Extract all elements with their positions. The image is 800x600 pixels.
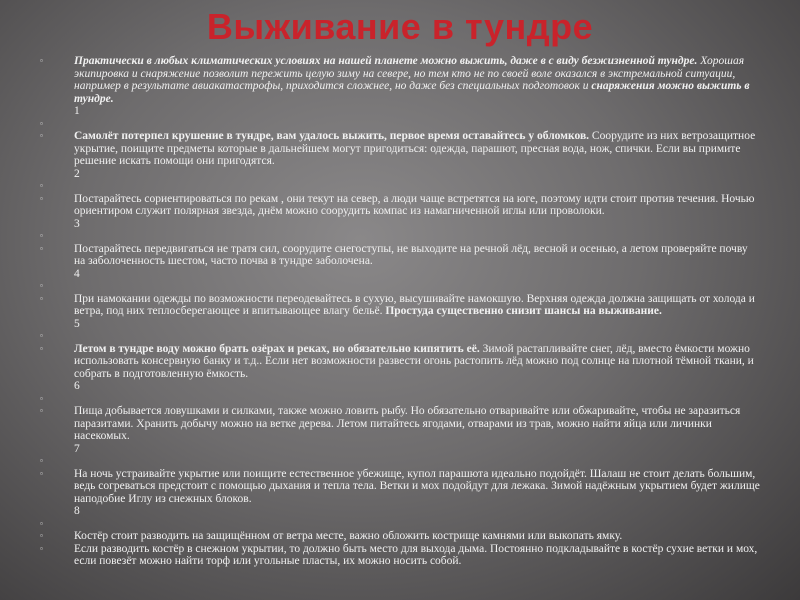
paragraph-text: Самолёт потерпел крушение в тундре, вам удалось выжить, первое время оставайтесь у обломков. <box>74 130 590 142</box>
paragraph-text: Практически в любых климатических условиях на нашей планете можно выжить, даже в с виду безжизненной тундре. <box>74 55 698 67</box>
empty-bullet-line <box>40 393 760 406</box>
bullet-icon: ▫ <box>40 468 43 478</box>
paragraph-text: На ночь устраивайте укрытие или поищите естественное убежище, купол парашюта идеально подойдёт. Шалаш не стоит делать большим, ведь согреваться предстоит с помощью дыхания и тепла тела. Ветки и мох подойдут для лежака. Зимой надёжным укрытием будет жилище наподобие Иглу из снежных блоков. <box>74 467 760 505</box>
paragraph-number: 2 <box>74 167 80 180</box>
bullet-paragraph <box>40 55 760 105</box>
paragraph-text: Летом в тундре воду можно брать озёрах и реках, но обязательно кипятить её. <box>74 342 480 355</box>
bullet-icon: ▫ <box>40 56 43 65</box>
empty-bullet-line <box>40 280 760 293</box>
empty-bullet-line <box>40 455 760 468</box>
paragraph-text: Зимой растапливайте снег, лёд, вместо ёмкости можно использовать консервную банку и т.д.. Если нет возможности развести огонь растопить лёд можно под солнце на плотной тёмной ткани, и собрать в подготовленную ёмкость. <box>74 342 754 380</box>
paragraph-text: Простуда существенно снизит шансы на выживание. <box>385 305 662 317</box>
paragraph-text: При намокании одежды по возможности переодевайтесь в сухую, высушивайте намокшую. Верхняя одежда должна защищать от холода и ветра, под них теплосберегающее и впитывающее влагу бельё. <box>74 292 755 317</box>
slide-title: Выживание в тундре <box>206 6 594 47</box>
empty-bullet-line <box>40 180 760 193</box>
paragraph-text: Пища добывается ловушками и силками, также можно ловить рыбу. Но обязательно отваривайте или обжаривайте, чтобы не заразиться паразитами. Хранить добычу можно на ветке дерева. Летом питайтесь ягодами, отварами из трав, можно найти яйца или личинки насекомых. <box>74 405 741 442</box>
empty-bullet-line <box>40 330 760 343</box>
bullet-paragraph <box>40 293 760 318</box>
bullet-paragraph <box>40 243 760 268</box>
paragraph-text: Соорудите из них ветрозащитное укрытие, поищите предметы которые в дальнейшем могут пригодиться: одежда, парашют, пресная вода, нож, спички. Если вы примите решение искать помощи они пригодятся. <box>74 130 756 167</box>
bullet-icon: ▫ <box>40 281 43 290</box>
paragraph-number: 4 <box>74 267 80 280</box>
bullet-icon: ▫ <box>40 543 43 553</box>
paragraph-text: снаряжения можно выжить в тундре. <box>74 80 750 105</box>
bullet-paragraph <box>40 130 760 168</box>
paragraph-text: Если разводить костёр в снежном укрытии, то должно быть место для выхода дыма. Постоянно подкладывайте в костёр сухие ветки и мох, если повезёт можно найти торф или угольные пласты, их можно носить собой. <box>74 542 758 567</box>
bullet-icon: ▫ <box>40 343 43 353</box>
paragraph-number: 6 <box>74 380 80 392</box>
bullet-icon: ▫ <box>40 118 43 128</box>
bullet-icon: ▫ <box>40 531 43 540</box>
paragraph-text: Постарайтесь сориентироваться по рекам , они текут на север, а люди чаще встретятся на юге, поэтому идти стоит против течения. Ночью ориентиром служит полярная звезда, днём можно соорудить компас из намагниченной иглы или проволоки. <box>74 192 755 217</box>
bullet-icon: ▫ <box>40 331 43 340</box>
bullet-icon: ▫ <box>40 406 43 415</box>
paragraph-number: 7 <box>74 442 80 455</box>
paragraph-number: 8 <box>74 505 80 517</box>
bullet-icon: ▫ <box>40 181 43 190</box>
paragraph-text: Постарайтесь передвигаться не тратя сил, соорудите снегоступы, не выходите на речной лёд, весной и осенью, а летом проверяйте почву на заболоченность шестом, часто почва в тундре заболочена. <box>74 242 748 267</box>
empty-bullet-line <box>40 118 760 131</box>
paragraph-number: 5 <box>74 317 80 330</box>
bullet-icon: ▫ <box>40 518 43 528</box>
empty-bullet-line <box>40 518 760 531</box>
bullet-icon: ▫ <box>40 231 43 240</box>
bullet-icon: ▫ <box>40 293 43 303</box>
paragraph-number: 1 <box>74 105 80 117</box>
bullet-paragraph <box>40 193 760 218</box>
bullet-paragraph <box>40 405 760 443</box>
bullet-paragraph <box>40 530 760 543</box>
paragraph-number: 3 <box>74 217 80 230</box>
bullet-icon: ▫ <box>40 393 43 403</box>
paragraph-text: Костёр стоит разводить на защищённом от ветра месте, важно обложить кострище камнями или выкопать ямку. <box>74 530 623 542</box>
slide-content <box>40 55 760 595</box>
empty-bullet-line <box>40 230 760 243</box>
bullet-paragraph <box>40 343 760 381</box>
bullet-icon: ▫ <box>40 243 43 253</box>
bullet-paragraph <box>40 543 760 568</box>
bullet-icon: ▫ <box>40 131 43 140</box>
bullet-icon: ▫ <box>40 456 43 465</box>
bullet-icon: ▫ <box>40 193 43 203</box>
bullet-paragraph <box>40 468 760 506</box>
paragraph-text: Хорошая экипировка и снаряжение позволит пережить целую зиму на севере, но тем кто не по своей воле оказался в экстремальной ситуации, например в результате авиакатастрофы, приходится сложнее, но даже без специальных подготовок и <box>74 55 745 92</box>
